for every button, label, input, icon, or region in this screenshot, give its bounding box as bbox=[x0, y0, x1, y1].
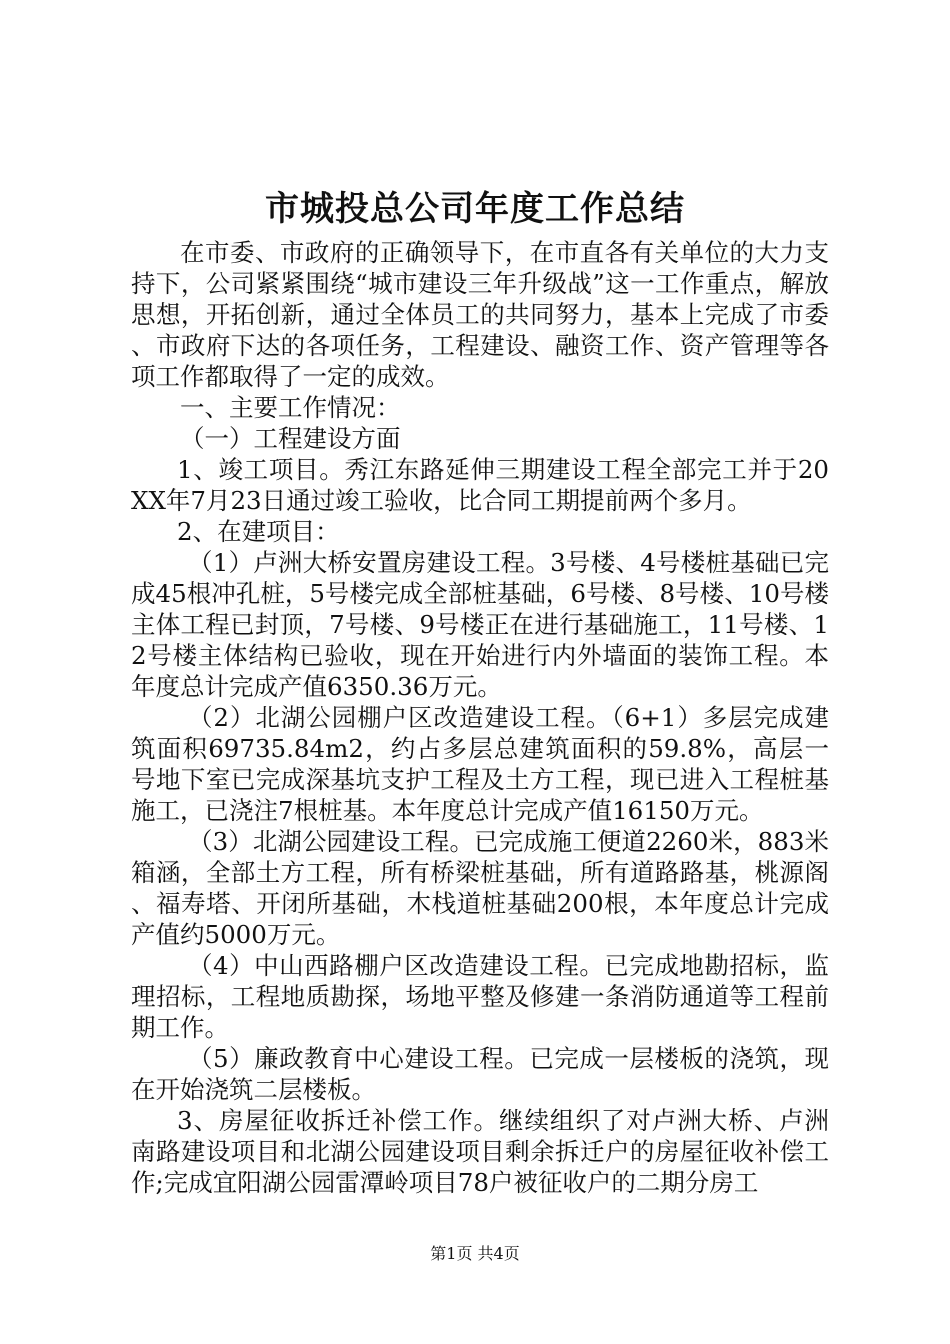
document-body bbox=[131, 237, 829, 1198]
paragraph-completed-project: 1、竣工项目。秀江东路延伸三期建设工程全部完工并于20XX年7月23日通过竣工验收，比合同工期提前两个多月。 bbox=[131, 455, 829, 515]
heading-construction: （一）工程建设方面 bbox=[180, 424, 401, 453]
page-footer: 第1页 共4页 bbox=[430, 1244, 520, 1263]
heading-main-work: 一、主要工作情况： bbox=[180, 393, 401, 422]
paragraph-project-2: （2）北湖公园棚户区改造建设工程。（6+1）多层完成建筑面积69735.84m2，约占多层总建筑面积的59.8%，高层一号地下室已完成深基坑支护工程及土方工程，现已进入工程桩基施工，已浇注7根桩基。本年度总计完成产值16150万元。 bbox=[131, 703, 829, 825]
paragraph-demolition: 3、房屋征收拆迁补偿工作。继续组织了对卢洲大桥、卢洲南路建设项目和北湖公园建设项目剩余拆迁户的房屋征收补偿工作;完成宜阳湖公园雷潭岭项目78户被征收户的二期分房工 bbox=[131, 1106, 829, 1197]
paragraph-project-3: （3）北湖公园建设工程。已完成施工便道2260米，883米箱涵，全部土方工程，所有桥梁桩基础，所有道路路基，桃源阁、福寿塔、开闭所基础，木栈道桩基础200根，本年度总计完成产值约5000万元。 bbox=[131, 827, 829, 949]
paragraph-project-1: （1）卢洲大桥安置房建设工程。3号楼、4号楼桩基础已完成45根冲孔桩，5号楼完成全部桩基础，6号楼、8号楼、10号楼主体工程已封顶，7号楼、9号楼正在进行基础施工，11号楼、12号楼主体结构已验收，现在开始进行内外墙面的装饰工程。本年度总计完成产值6350.36万元。 bbox=[131, 548, 829, 701]
heading-ongoing-projects: 2、在建项目： bbox=[177, 517, 340, 546]
paragraph-project-4: （4）中山西路棚户区改造建设工程。已完成地勘招标，监理招标，工程地质勘探，场地平整及修建一条消防通道等工程前期工作。 bbox=[131, 951, 829, 1042]
paragraph-intro: 在市委、市政府的正确领导下，在市直各有关单位的大力支持下，公司紧紧围绕“城市建设三年升级战”这一工作重点，解放思想，开拓创新，通过全体员工的共同努力，基本上完成了市委、市政府下达的各项任务，工程建设、融资工作、资产管理等各项工作都取得了一定的成效。 bbox=[131, 238, 829, 391]
paragraph-project-5: （5）廉政教育中心建设工程。已完成一层楼板的浇筑，现在开始浇筑二层楼板。 bbox=[131, 1044, 829, 1104]
document-title: 市城投总公司年度工作总结 bbox=[265, 189, 685, 229]
